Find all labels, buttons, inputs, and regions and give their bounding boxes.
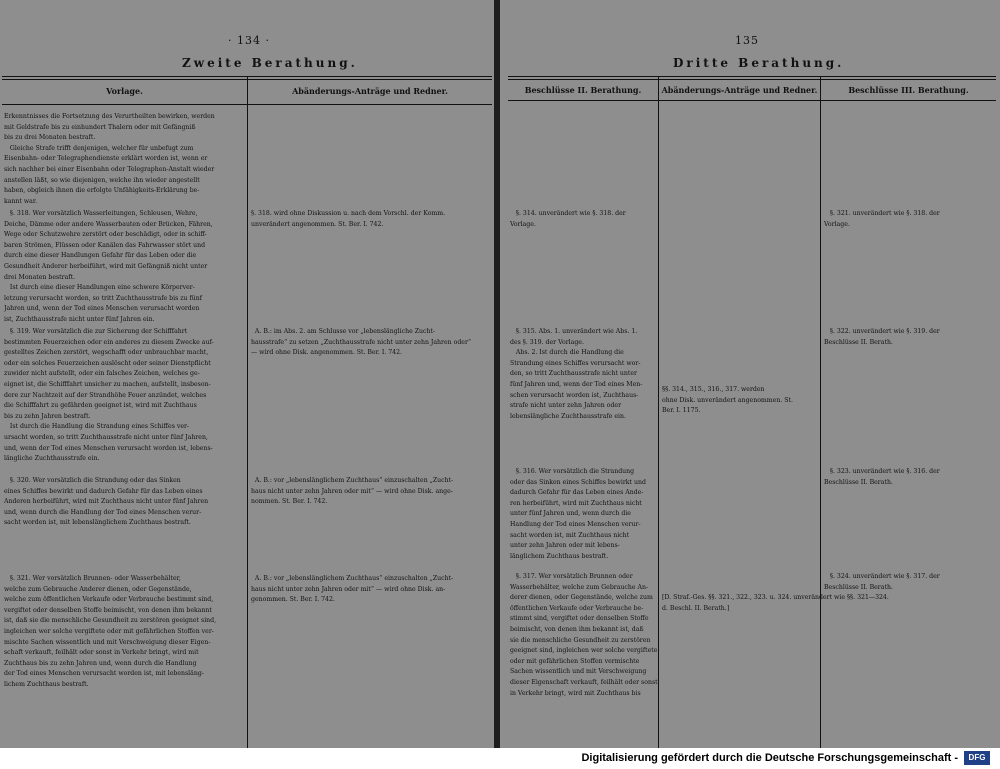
right-page (500, 0, 1000, 748)
funding-credit: Digitalisierung gefördert durch die Deutsche Forschungsgemeinschaft - (581, 752, 958, 764)
column-header-vorlage: Vorlage. (106, 86, 143, 96)
column-divider (247, 76, 248, 748)
column-header-beschluesse-3: Beschlüsse III. Berathung. (848, 85, 969, 95)
page-number: 135 (735, 34, 759, 47)
dfg-logo: DFG (964, 751, 990, 765)
antrag-entry: A. B.: vor „lebenslänglichem Zuchthaus“ einzuschalten „Zucht- haus nicht unter zehn Jahren oder mit“ — wird ohne Disk. ange- nommen. St. Ber. I. 742. (251, 477, 454, 506)
vorlage-block: §. 320. Wer vorsätzlich die Strandung oder das Sinken eines Schiffes bewirkt und dadurch Gefahr für das Leben eines Anderen herbeiführt, wird mit Zuchthaus nicht unter fünf Jahren und, wenn durch die Handlung der Tod eines Menschen verur- sacht worden ist, mit lebenslänglichem Zuchthaus bestraft. (4, 477, 209, 527)
vorlage-block: §. 321. Wer vorsätzlich Brunnen- oder Wasserbehälter, welche zum Gebrauche Anderer dienen, oder Gegenstände, welche zum öffentlichen Verkaufe oder Verbrauche bestimmt sind, vergiftet oder denselben Stoffe beimischt, von denen ihm bekannt ist, daß sie die menschliche Gesundheit zu zerstören geeignet sind, ingleichen wer solche vergiftete oder mit gefährlichen Stoffen ver- mischte Sachen wissentlich und mit Verschweigung dieser Eigen- schaft verkauft, feilhält oder sonst in Verkehr bringt, wird mit Zuchthaus bis zu zehn Jahren und, wenn durch die Handlung der Tod eines Menschen verursacht worden ist, mit lebensläng- lichem Zuchthaus bestraft. (4, 575, 217, 688)
column-divider (820, 76, 821, 748)
page-title: Dritte Berathung. (673, 56, 845, 70)
vorlage-block: §. 318. Wer vorsätzlich Wasserleitungen, Schleusen, Wehre, Deiche, Dämme oder andere Wasserbauten oder Brücken, Fähren, Wege oder Schutzwehre zerstört oder beschädigt, oder in schiff- baren Strömen, Flüssen oder Kanälen das Fahrwasser stört und durch eine dieser Handlungen Gefahr für das Leben oder die Gesundheit Anderer herbeiführt, wird mit Gefängniß nicht unter drei Monaten bestraft. Ist durch eine dieser Handlungen eine schwere Körperver- letzung verursacht worden, so tritt Zuchthausstrafe bis zu fünf Jahren und, wenn der Tod eines Menschen verursacht worden ist, Zuchthausstrafe nicht unter fünf Jahren ein. (4, 210, 213, 323)
beschluss-entry: §. 321. unverändert wie §. 318. der Vorlage. (824, 210, 940, 228)
vorlage-block: Erkenntnisses die Fortsetzung des Verurtheilten bewirken, werden mit Geldstrafe bis zu einhundert Thalern oder mit Gefängniß bis zu drei Monaten bestraft. Gleiche Strafe trifft denjenigen, welcher für unbefugt zum Eisenbahn- oder Telegraphendienste erklärt worden ist, wenn er sich nachher bei einer Eisenbahn oder Telegraphen-Anstalt wieder anstellen läßt, so wie diejenigen, welche ihn wieder angestellt haben, obgleich ihnen die erfolgte Unfähigkeits-Erklärung be- kannt war. (4, 113, 215, 205)
beschluss-entry: §. 323. unverändert wie §. 316. der Beschlüsse II. Berath. (824, 468, 940, 486)
column-divider (658, 76, 659, 748)
beschluss-entry: §. 316. Wer vorsätzlich die Strandung oder das Sinken eines Schiffes bewirkt und dadurch Gefahr für das Leben eines Ande- ren herbeiführt, wird mit Zuchthaus nicht unter fünf Jahren und, wenn durch die Handlung der Tod eines Menschen verur- sacht worden ist, mit Zuchthaus nicht unter zehn Jahren oder mit lebens- länglichem Zuchthaus bestraft. (510, 468, 646, 560)
antrag-entry: §§. 314., 315., 316., 317. werden ohne Disk. unverändert angenommen. St. Ber. I. 1175. (662, 386, 793, 415)
column-header-antraege: Abänderungs-Anträge und Redner. (661, 85, 818, 95)
beschluss-entry: §. 324. unverändert wie §. 317. der Beschlüsse II. Berath. (824, 573, 940, 591)
antrag-entry: A. B.: vor „lebenslänglichem Zuchthaus“ einzuschalten „Zucht- haus nicht unter zehn Jahren oder mit“ — wird ohne Disk. an- genommen. St. Ber. I. 742. (251, 575, 454, 604)
beschluss-entry: §. 315. Abs. 1. unverändert wie Abs. 1. des §. 319. der Vorlage. Abs. 2. Ist durch die Handlung die Strandung eines Schiffes verursacht wor- den, so tritt Zuchthausstrafe nicht unter fünf Jahren und, wenn der Tod eines Men- schen verursacht worden ist, Zuchthaus- strafe nicht unter zehn Jahren oder lebenslängliche Zuchthausstrafe ein. (510, 328, 643, 420)
beschluss-entry: §. 317. Wer vorsätzlich Brunnen oder Wasserbehälter, welche zum Gebrauche An- derer dienen, oder Gegenstände, welche zum öffentlichen Verkaufe oder Verbrauche be- stimmt sind, vergiftet oder denselben Stoffe beimischt, von denen ihm bekannt ist, daß sie die menschliche Gesundheit zu zerstören geeignet sind, ingleichen wer solche vergiftete oder mit gefährlichen Stoffen vermischte Sachen wissentlich und mit Verschweigung dieser Eigenschaft verkauft, feilhält oder sonst in Verkehr bringt, wird mit Zuchthaus bis (510, 573, 658, 697)
column-header-beschluesse-2: Beschlüsse II. Berathung. (524, 85, 642, 95)
header-rule-top (508, 76, 996, 77)
antrag-note: [D. Straf.-Ges. §§. 321., 322., 323. u. 324. unverändert wie §§. 321—324. d. Beschl. II. Berath.] (662, 594, 889, 612)
vorlage-block: §. 319. Wer vorsätzlich die zur Sicherung der Schifffahrt bestimmten Feuerzeichen oder ein anderes zu diesem Zwecke auf- gestelltes Zeichen zerstört, wegschafft oder unbrauchbar macht, oder ein solches Feuerzeichen auslöscht oder seiner Dienstpflicht zuwider nicht aufstellt, oder ein falsches Zeichen, welches ge- eignet ist, die Schifffahrt unsicher zu machen, aufstellt, insbeson- dere zur Nachtzeit auf der Strandhöhe Feuer anzündet, welches die Schifffahrt zu gefährden geeignet ist, wird mit Zuchthaus bis zu zehn Jahren bestraft. Ist durch die Handlung die Strandung eines Schiffes ver- ursacht worden, so tritt Zuchthausstrafe nicht unter fünf Jahren, und, wenn der Tod eines Menschen verursacht worden ist, lebens- längliche Zuchthausstrafe ein. (4, 328, 214, 463)
antrag-entry: §. 318. wird ohne Diskussion u. nach dem Vorschl. der Komm. unverändert angenommen. St. Ber. I. 742. (251, 210, 446, 228)
column-header-antraege: Abänderungs-Anträge und Redner. (292, 86, 448, 96)
footer-bar (0, 748, 1000, 769)
antrag-entry: A. B.: im Abs. 2. am Schlusse vor „lebenslängliche Zucht- hausstrafe“ zu setzen „Zuchthausstrafe nicht unter zehn Jahren oder“ — wird ohne Disk. angenommen. St. Ber. I. 742. (251, 328, 472, 357)
page-number: · 134 · (228, 34, 270, 47)
beschluss-entry: §. 314. unverändert wie §. 318. der Vorlage. (510, 210, 626, 228)
page-title: Zweite Berathung. (182, 56, 358, 70)
header-rule-top-double (508, 79, 996, 80)
left-page (0, 0, 494, 748)
beschluss-entry: §. 322. unverändert wie §. 319. der Beschlüsse II. Berath. (824, 328, 940, 346)
header-rule-bottom (508, 100, 996, 101)
